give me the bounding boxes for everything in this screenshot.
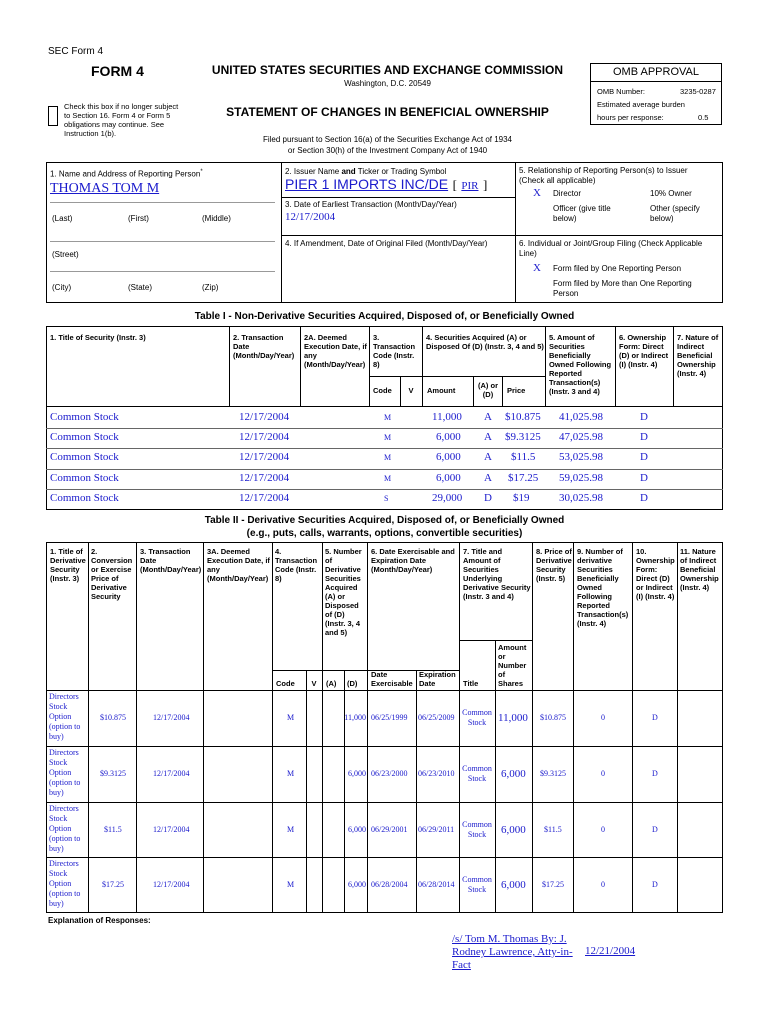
- t2-sub-amt: Amount or Number of Shares: [498, 643, 527, 688]
- commission-title: UNITED STATES SECURITIES AND EXCHANGE COMMISSION: [211, 63, 564, 77]
- issuer-line: PIER 1 IMPORTS INC/DE [ PIR ]: [285, 176, 488, 192]
- t2-h11: 11. Nature of Indirect Beneficial Ownership (Instr. 4): [680, 547, 719, 592]
- t1-h2: 2. Transaction Date (Month/Day/Year): [233, 333, 295, 360]
- t2-sub-v: V: [311, 679, 317, 688]
- other-label: Other (specify below): [650, 204, 700, 223]
- t2-sub-exp: Expiration Date: [419, 670, 456, 688]
- t1-h5: 5. Amount of Securities Beneficially Owned Following Reported Transaction(s) (Instr. 3 and 4): [549, 333, 612, 396]
- t1-h3: 3. Transaction Code (Instr. 8): [373, 333, 416, 369]
- box1-label: 1. Name and Address of Reporting Person*: [50, 169, 203, 179]
- reporting-person-name[interactable]: THOMAS TOM M: [50, 181, 160, 196]
- one-person-label: Form filed by One Reporting Person: [553, 264, 682, 273]
- omb-number-label: OMB Number:: [597, 87, 645, 96]
- box4-label: 4. If Amendment, Date of Original Filed (Month/Day/Year): [285, 239, 488, 248]
- signature-link[interactable]: /s/ Tom M. Thomas By: J. Rodney Lawrence, Atty-in-Fact: [452, 933, 573, 971]
- sec-form-label: SEC Form 4: [48, 46, 104, 57]
- box5-label: 5. Relationship of Reporting Person(s) to Issuer: [519, 166, 688, 175]
- signature-date: 12/21/2004: [585, 945, 636, 957]
- state-label: (State): [128, 283, 153, 292]
- last-label: (Last): [52, 214, 73, 223]
- commission-location: Washington, D.C. 20549: [344, 79, 431, 88]
- omb-title: OMB APPROVAL: [590, 64, 722, 82]
- table2-row: Directors Stock Option (option to buy) $17.25 12/17/2004 M 6,000 06/28/2004 06/28/2014 Common Stock 6,000 $17.25 0 D: [49, 859, 658, 908]
- first-label: (First): [128, 214, 149, 223]
- table2-title-2: (e.g., puts, calls, warrants, options, convertible securities): [246, 528, 523, 539]
- table1-row: Common Stock 12/17/2004 M 11,000 A $10.875 41,025.98 D: [50, 411, 648, 423]
- t1-h1: 1. Title of Security (Instr. 3): [50, 333, 146, 342]
- t2-h4: 4. Transaction Code (Instr. 8): [275, 547, 318, 583]
- checkbox-note: Check this box if no longer subject to Section 16. Form 4 or Form 5 obligations may continue. See Instruction 1(b).: [64, 102, 179, 138]
- director-mark: X: [533, 187, 541, 199]
- city-label: (City): [52, 283, 72, 292]
- t1-sub-price: Price: [507, 386, 526, 395]
- box2-label: 2. Issuer Name and Ticker or Trading Symbol: [285, 167, 447, 176]
- table2-title-1: Table II - Derivative Securities Acquired, Disposed of, or Beneficially Owned: [204, 515, 565, 526]
- omb-burden-label: Estimated average burden: [597, 100, 685, 109]
- t2-h10: 10. Ownership Form: Direct (D) or Indirect (I) (Instr. 4): [636, 547, 675, 601]
- t1-h4: 4. Securities Acquired (A) or Disposed Of (D) (Instr. 3, 4 and 5): [426, 333, 544, 351]
- t1-h6: 6. Ownership Form: Direct (D) or Indirect (I) (Instr. 4): [619, 333, 669, 369]
- table1-title: Table I - Non-Derivative Securities Acquired, Disposed of, or Beneficially Owned: [194, 311, 575, 322]
- no-longer-subject-checkbox[interactable]: [48, 106, 58, 126]
- t2-sub-d: (D): [347, 679, 358, 688]
- director-label: Director: [553, 189, 582, 198]
- ticker-symbol[interactable]: PIR: [461, 180, 479, 192]
- box3-label: 3. Date of Earliest Transaction (Month/Day/Year): [285, 200, 457, 209]
- one-person-mark: X: [533, 262, 541, 274]
- table2-row: Directors Stock Option (option to buy) $9.3125 12/17/2004 M 6,000 06/23/2000 06/23/2010 Common Stock 6,000 $9.3125 0 D: [49, 748, 658, 797]
- street-label: (Street): [52, 250, 79, 259]
- filed-line-2: or Section 30(h) of the Investment Company Act of 1940: [287, 146, 488, 155]
- table1-row: Common Stock 12/17/2004 M 6,000 A $11.5 53,025.98 D: [50, 451, 648, 463]
- box6-label: 6. Individual or Joint/Group Filing (Check Applicable Line): [519, 239, 703, 258]
- box5-sub: (Check all applicable): [519, 176, 596, 185]
- t2-sub-code: Code: [276, 679, 295, 688]
- t2-h8: 8. Price of Derivative Security (Instr. 5): [536, 547, 572, 583]
- t2-h3: 3. Transaction Date (Month/Day/Year): [140, 547, 202, 574]
- more-person-label: Form filed by More than One Reporting Person: [553, 279, 692, 298]
- t2-sub-a: (A): [326, 679, 337, 688]
- t2-h9: 9. Number of derivative Securities Beneficially Owned Following Reported Transaction(s) (Instr. 4): [577, 547, 629, 628]
- ten-percent-label: 10% Owner: [650, 189, 692, 198]
- t1-h2a: 2A. Deemed Execution Date, if any (Month/Day/Year): [304, 333, 367, 369]
- t1-h7: 7. Nature of Indirect Beneficial Ownership (Instr. 4): [677, 333, 719, 378]
- table1-row: Common Stock 12/17/2004 M 6,000 A $17.25 59,025.98 D: [50, 472, 648, 484]
- earliest-transaction-date: 12/17/2004: [285, 211, 336, 223]
- t2-h6: 6. Date Exercisable and Expiration Date (Month/Day/Year): [371, 547, 455, 574]
- t1-sub-ad: (A) or (D): [478, 381, 498, 399]
- t2-h7: 7. Title and Amount of Securities Underlying Derivative Security (Instr. 3 and 4): [463, 547, 531, 601]
- t2-h5: 5. Number of Derivative Securities Acquired (A) or Disposed of (D) (Instr. 3, 4 and 5): [325, 547, 362, 637]
- explanation-label: Explanation of Responses:: [48, 916, 151, 925]
- t2-h1: 1. Title of Derivative Security (Instr. 3): [50, 547, 86, 583]
- form-title: FORM 4: [91, 63, 144, 79]
- table1-row: Common Stock 12/17/2004 S 29,000 D $19 30,025.98 D: [50, 492, 648, 504]
- t1-sub-code: Code: [373, 386, 392, 395]
- omb-hours-value: 0.5: [698, 113, 709, 122]
- t1-sub-amount: Amount: [427, 386, 456, 395]
- issuer-name[interactable]: PIER 1 IMPORTS INC/DE: [285, 176, 449, 192]
- omb-hours-label: hours per response:: [597, 113, 664, 122]
- filed-line-1: Filed pursuant to Section 16(a) of the Securities Exchange Act of 1934: [262, 135, 513, 144]
- zip-label: (Zip): [202, 283, 219, 292]
- officer-label: Officer (give title below): [553, 204, 611, 223]
- table2-row: Directors Stock Option (option to buy) $11.5 12/17/2004 M 6,000 06/29/2001 06/29/2011 Common Stock 6,000 $11.5 0 D: [49, 804, 658, 853]
- t1-sub-v: V: [408, 386, 414, 395]
- table1-row: Common Stock 12/17/2004 M 6,000 A $9.3125 47,025.98 D: [50, 431, 648, 443]
- t2-sub-de: Date Exercisable: [371, 670, 413, 688]
- middle-label: (Middle): [202, 214, 231, 223]
- omb-number-value: 3235-0287: [680, 87, 716, 96]
- statement-title: STATEMENT OF CHANGES IN BENEFICIAL OWNERSHIP: [226, 105, 549, 119]
- t2-sub-title: Title: [463, 679, 479, 688]
- t2-h3a: 3A. Deemed Execution Date, if any (Month/Day/Year): [207, 547, 270, 583]
- table2-row: Directors Stock Option (option to buy) $10.875 12/17/2004 M 11,000 06/25/1999 06/25/2009 Common Stock 11,000 $10.875 0 D: [49, 692, 658, 741]
- t2-h2: 2. Conversion or Exercise Price of Derivative Security: [91, 547, 133, 601]
